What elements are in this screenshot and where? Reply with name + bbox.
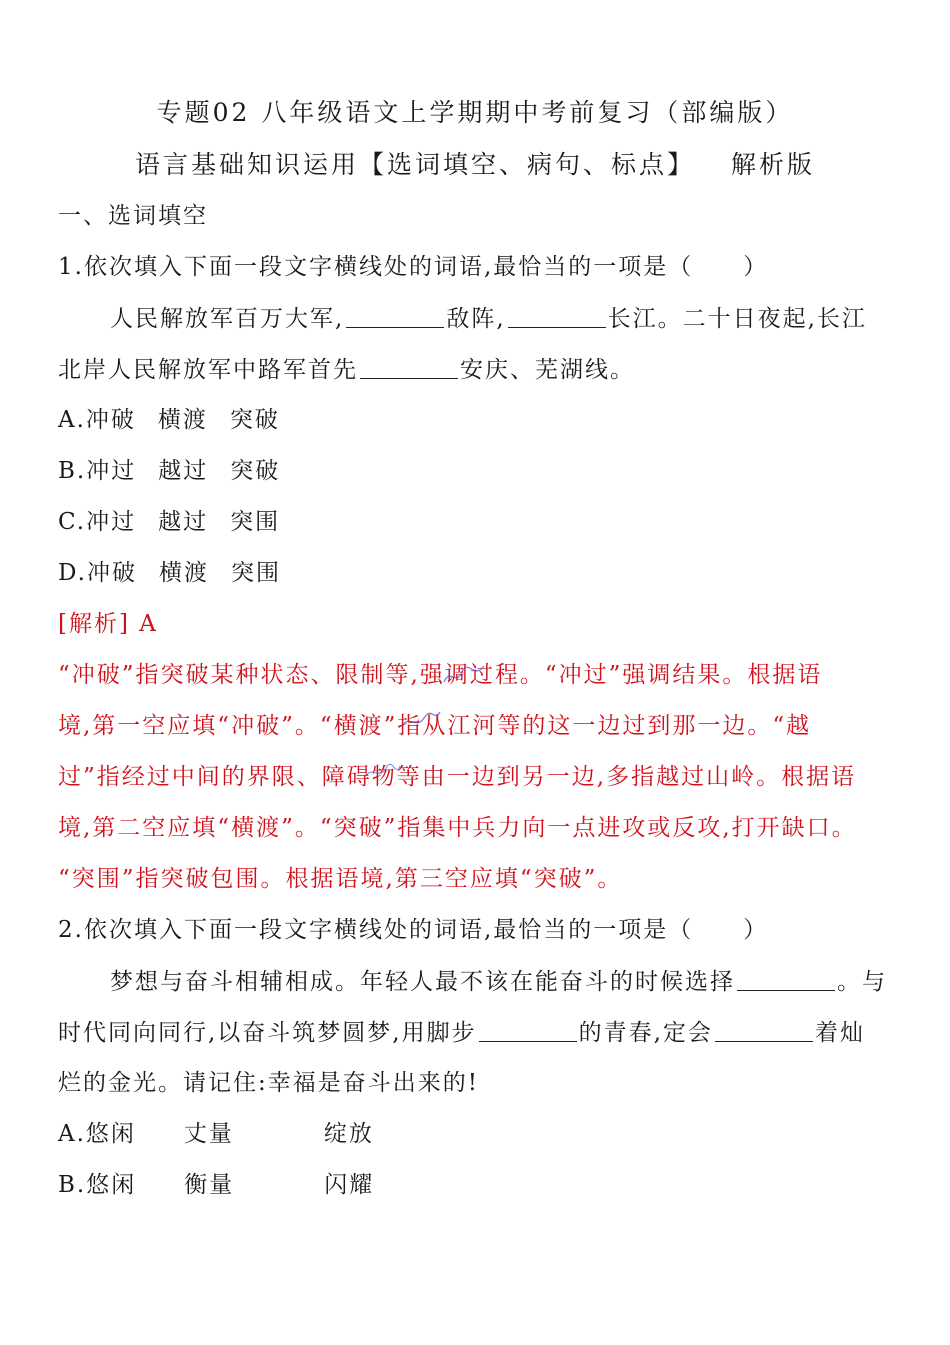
option-word: 突破 — [230, 458, 281, 484]
option-word: 绽放 — [323, 1121, 374, 1147]
q2-passage-line-1 — [110, 966, 890, 997]
option-label: B. — [58, 1172, 87, 1198]
q1-passage-line-2 — [58, 354, 890, 385]
option-word: 丈量 — [183, 1121, 234, 1147]
q1-blank-2 — [508, 303, 606, 328]
page-title: 专题02 八年级语文上学期期中考前复习（部编版） — [156, 98, 794, 127]
q2-option-b — [58, 1170, 890, 1200]
page-subtitle — [0, 150, 950, 180]
option-word: 突围 — [230, 509, 281, 535]
option-label: D. — [58, 560, 87, 586]
q2-passage-text: 梦想与奋斗相辅相成。年轻人最不该在能奋斗的时候选择 — [110, 969, 735, 995]
q1-answer-label: [解析] A — [58, 611, 158, 637]
q2-option-a — [58, 1119, 890, 1149]
q1-analysis-line: “冲破”指突破某种状态、限制等,强调过程。“冲过”强调结果。根据语 — [58, 662, 823, 688]
option-label: A. — [58, 1121, 86, 1147]
q1-passage-text: 人民解放军百万大军, — [110, 306, 345, 332]
q2-stem: 2.依次填入下面一段文字横线处的词语,最恰当的一项是（ ） — [58, 917, 769, 943]
option-word: 冲过 — [86, 458, 137, 484]
option-word: 悠闲 — [85, 1121, 136, 1147]
q2-blank-2 — [479, 1017, 577, 1042]
option-word: 闪耀 — [324, 1172, 375, 1198]
q1-passage-text: 长江。二十日夜起,长江 — [607, 306, 867, 332]
q1-blank-3 — [360, 354, 458, 379]
q1-option-b — [58, 456, 890, 486]
q1-option-c — [58, 507, 890, 537]
option-word: 越过 — [158, 509, 209, 535]
q2-passage-text: 。与 — [837, 969, 887, 995]
q2-blank-3 — [715, 1017, 813, 1042]
q1-blank-1 — [346, 303, 444, 328]
section-heading: 一、选词填空 — [58, 203, 208, 229]
q2-passage-text: 着灿 — [814, 1020, 865, 1046]
q1-analysis-line: “突围”指突破包围。根据语境,第三空应填“突破”。 — [58, 866, 623, 892]
q1-analysis-line: 境,第二空应填“横渡”。“突破”指集中兵力向一点进攻或反攻,打开缺口。 — [58, 815, 857, 841]
q2-passage-text: 的青春,定会 — [578, 1020, 713, 1046]
q1-passage-line-1 — [110, 303, 890, 334]
option-word: 悠闲 — [86, 1172, 137, 1198]
option-label: A. — [58, 407, 86, 433]
option-word: 冲过 — [86, 509, 137, 535]
option-word: 冲破 — [86, 560, 137, 586]
q1-analysis-line: 过”指经过中间的界限、障碍物等由一边到另一边,多指越过山岭。根据语 — [58, 764, 857, 790]
option-word: 横渡 — [157, 407, 208, 433]
q1-option-d — [58, 558, 890, 588]
q2-blank-1 — [737, 966, 835, 991]
option-word: 衡量 — [184, 1172, 235, 1198]
q1-stem: 1.依次填入下面一段文字横线处的词语,最恰当的一项是（ ） — [58, 254, 769, 280]
option-word: 冲破 — [85, 407, 136, 433]
option-word: 突破 — [229, 407, 280, 433]
option-word: 越过 — [158, 458, 209, 484]
q2-passage-line-3: 烂的金光。请记住:幸福是奋斗出来的! — [58, 1070, 479, 1096]
q1-option-a — [58, 405, 890, 435]
q1-passage-text: 敌阵, — [446, 306, 506, 332]
option-word: 横渡 — [158, 560, 209, 586]
q2-passage-line-2 — [58, 1017, 890, 1048]
subtitle-main: 语言基础知识运用【选词填空、病句、标点】 — [134, 150, 695, 179]
option-word: 突围 — [230, 560, 281, 586]
q1-passage-text: 北岸人民解放军中路军首先 — [58, 357, 358, 383]
subtitle-tag: 解析版 — [731, 150, 816, 179]
q2-passage-text: 时代同向同行,以奋斗筑梦圆梦,用脚步 — [58, 1020, 477, 1046]
option-label: B. — [58, 458, 87, 484]
option-label: C. — [58, 509, 87, 535]
q1-passage-text: 安庆、芜湖线。 — [460, 357, 635, 383]
q1-analysis-line: 境,第一空应填“冲破”。“横渡”指从江河等的这一边过到那一边。“越 — [58, 713, 812, 739]
